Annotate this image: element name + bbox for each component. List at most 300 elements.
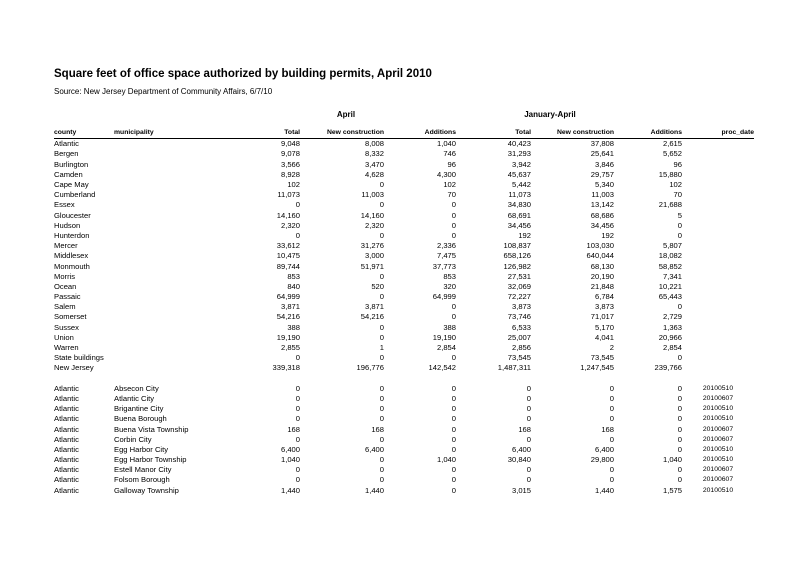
ytd-total-cell: 108,837 [503,241,531,251]
municipality-cell: Brigantine City [114,404,164,414]
april-additions-cell: 96 [447,159,456,169]
col-april-total: Total [224,128,300,139]
ytd-total-cell: 6,533 [511,322,531,332]
april-new-construction-cell: 0 [379,383,384,393]
april-new-construction-cell: 0 [379,465,384,475]
col-county: county [54,128,114,139]
april-total-cell: 0 [295,414,300,424]
proc-date-cell [682,139,754,150]
municipality-cell: Folsom Borough [114,475,170,485]
april-total-cell: 11,073 [277,190,300,200]
county-cell: Atlantic [54,455,79,465]
proc-date-cell: 20100607 [702,425,734,433]
municipality-cell [114,231,224,241]
april-additions-cell: 0 [451,414,456,424]
county-cell: Atlantic [54,383,79,393]
ytd-total-cell: 40,423 [507,139,531,149]
ytd-new-construction-cell: 1,247,545 [580,363,614,373]
ytd-total-cell: 3,873 [511,302,531,312]
april-total-cell: 19,190 [276,332,300,342]
ytd-new-construction-cell: 13,142 [590,200,614,210]
april-new-construction-cell: 11,003 [361,190,384,200]
municipality-cell [114,292,224,302]
group-header-january-april: January-April [524,110,576,119]
ytd-additions-cell: 0 [677,393,682,403]
county-row [54,210,754,220]
ytd-total-cell: 31,293 [507,149,531,159]
ytd-new-construction-cell: 640,044 [586,251,614,261]
april-total-cell: 3,566 [280,159,300,169]
municipality-cell: Buena Vista Township [114,424,189,434]
ytd-new-construction-cell: 68,686 [590,210,614,220]
april-total-cell: 168 [287,424,300,434]
ytd-additions-cell: 20,966 [658,332,682,342]
ytd-additions-cell: 0 [677,465,682,475]
april-new-construction-cell: 0 [379,292,384,302]
april-additions-cell: 388 [443,322,456,332]
municipality-cell [114,210,224,220]
ytd-total-cell: 3,015 [511,485,531,495]
april-total-cell: 2,855 [280,343,300,353]
april-additions-cell: 320 [443,281,456,291]
ytd-total-cell: 11,073 [508,190,531,200]
county-row [54,149,754,159]
municipality-cell: Galloway Township [114,485,179,495]
april-total-cell: 3,871 [280,302,300,312]
april-new-construction-cell: 6,400 [364,444,384,454]
county-row [54,251,754,261]
municipality-cell [114,312,224,322]
ytd-new-construction-cell: 3,873 [594,302,614,312]
county-cell: Burlington [54,159,89,169]
ytd-additions-cell: 58,852 [658,261,682,271]
april-new-construction-cell: 54,216 [360,312,384,322]
municipality-cell [114,149,224,159]
proc-date-cell: 20100510 [702,456,734,464]
ytd-new-construction-cell: 3,846 [594,159,614,169]
municipality-row [54,434,754,444]
ytd-additions-cell: 0 [677,475,682,485]
ytd-additions-cell: 18,082 [658,251,682,261]
ytd-new-construction-cell: 192 [601,230,614,240]
municipality-row [54,465,754,475]
april-total-cell: 0 [295,475,300,485]
april-total-cell: 0 [295,353,300,363]
ytd-additions-cell: 2,615 [662,139,682,149]
april-total-cell: 6,400 [280,444,300,454]
april-new-construction-cell: 14,160 [360,210,384,220]
county-cell: Atlantic [54,393,79,403]
ytd-total-cell: 5,442 [511,180,531,190]
proc-date-cell: 20100607 [702,466,734,474]
april-total-cell: 9,048 [280,139,300,149]
april-new-construction-cell: 0 [379,230,384,240]
april-new-construction-cell: 1 [379,343,384,353]
county-cell: Ocean [54,281,77,291]
ytd-new-construction-cell: 29,800 [590,455,614,465]
april-total-cell: 853 [287,271,300,281]
ytd-total-cell: 73,545 [507,353,531,363]
county-cell: Hudson [54,220,81,230]
county-cell: Mercer [54,241,78,251]
col-april-new-construction: New construction [300,128,384,139]
ytd-additions-cell: 0 [677,383,682,393]
ytd-new-construction-cell: 68,130 [590,261,614,271]
ytd-total-cell: 0 [526,465,531,475]
ytd-total-cell: 0 [526,475,531,485]
ytd-new-construction-cell: 4,041 [594,332,614,342]
county-row [54,343,754,353]
municipality-row [54,445,754,455]
april-total-cell: 0 [295,383,300,393]
april-additions-cell: 70 [447,190,456,200]
april-additions-cell: 0 [451,353,456,363]
ytd-additions-cell: 70 [673,190,682,200]
proc-date-cell: 20100510 [702,415,734,423]
group-header-april: April [336,110,356,119]
ytd-total-cell: 32,069 [507,281,531,291]
ytd-total-cell: 0 [526,393,531,403]
county-row [54,231,754,241]
municipality-cell [114,241,224,251]
county-cell: Warren [54,343,79,353]
ytd-total-cell: 192 [518,230,531,240]
april-new-construction-cell: 8,332 [364,149,384,159]
county-cell: Atlantic [54,424,79,434]
proc-date-cell [682,363,754,373]
april-new-construction-cell: 0 [379,200,384,210]
ytd-new-construction-cell: 2 [609,343,614,353]
ytd-additions-cell: 0 [677,220,682,230]
ytd-new-construction-cell: 0 [609,465,614,475]
ytd-new-construction-cell: 103,030 [586,241,614,251]
municipality-cell: Egg Harbor City [114,444,169,454]
ytd-new-construction-cell: 0 [609,414,614,424]
proc-date-cell: 20100510 [702,384,734,392]
april-total-cell: 0 [295,465,300,475]
proc-date-cell: 20100607 [702,394,734,402]
april-total-cell: 10,475 [276,251,300,261]
april-total-cell: 9,078 [280,149,300,159]
proc-date-cell: 20100510 [702,405,734,413]
ytd-new-construction-cell: 5,170 [594,322,614,332]
municipality-cell [114,221,224,231]
ytd-additions-cell: 0 [677,404,682,414]
april-total-cell: 840 [287,281,300,291]
april-additions-cell: 19,190 [432,332,456,342]
ytd-additions-cell: 0 [677,230,682,240]
ytd-additions-cell: 15,880 [658,169,682,179]
proc-date-cell [682,353,754,363]
spacer-cell [54,373,754,383]
proc-date-cell [682,180,754,190]
april-new-construction-cell: 2,320 [364,220,384,230]
column-header-row [54,128,754,139]
april-additions-cell: 0 [451,383,456,393]
proc-date-cell [682,271,754,281]
april-total-cell: 1,440 [280,485,300,495]
april-new-construction-cell: 0 [379,353,384,363]
april-new-construction-cell: 3,470 [364,159,384,169]
april-additions-cell: 853 [443,271,456,281]
county-cell: Gloucester [54,210,91,220]
county-cell: Atlantic [54,475,79,485]
april-additions-cell: 0 [451,220,456,230]
ytd-new-construction-cell: 0 [609,393,614,403]
municipality-cell [114,353,224,363]
municipality-row [54,485,754,495]
municipality-row [54,424,754,434]
april-new-construction-cell: 0 [379,404,384,414]
april-total-cell: 89,744 [276,261,300,271]
april-new-construction-cell: 0 [379,322,384,332]
ytd-total-cell: 27,531 [507,271,531,281]
municipality-cell [114,302,224,312]
april-new-construction-cell: 196,776 [356,363,384,373]
county-row [54,221,754,231]
ytd-new-construction-cell: 73,545 [590,353,614,363]
ytd-total-cell: 34,830 [507,200,531,210]
april-total-cell: 64,999 [276,292,300,302]
source-note: Source: New Jersey Department of Community Affairs, 6/7/10 [54,87,273,96]
april-additions-cell: 0 [451,404,456,414]
april-new-construction-cell: 0 [379,434,384,444]
section-spacer [54,373,754,383]
municipality-row [54,455,754,465]
county-row [54,322,754,332]
ytd-additions-cell: 10,221 [658,281,682,291]
ytd-total-cell: 45,637 [507,169,531,179]
municipality-cell: Atlantic City [114,393,155,403]
ytd-additions-cell: 5,807 [662,241,682,251]
april-total-cell: 0 [295,434,300,444]
april-additions-cell: 0 [451,393,456,403]
proc-date-cell: 20100510 [702,486,734,494]
municipality-cell [114,200,224,210]
county-cell: Atlantic [54,434,79,444]
april-new-construction-cell: 0 [379,475,384,485]
proc-date-cell [682,302,754,312]
ytd-total-cell: 30,840 [507,455,531,465]
april-additions-cell: 0 [451,444,456,454]
ytd-new-construction-cell: 71,017 [590,312,614,322]
ytd-total-cell: 658,126 [503,251,531,261]
april-additions-cell: 7,475 [436,251,456,261]
ytd-total-cell: 25,007 [507,332,531,342]
ytd-additions-cell: 65,443 [658,292,682,302]
proc-date-cell [682,159,754,169]
municipality-row [54,384,754,394]
ytd-total-cell: 0 [526,404,531,414]
proc-date-cell: 20100607 [702,476,734,484]
municipality-cell: Buena Borough [114,414,167,424]
county-row [54,282,754,292]
april-new-construction-cell: 3,871 [364,302,384,312]
april-additions-cell: 2,854 [436,343,456,353]
ytd-total-cell: 68,691 [507,210,531,220]
april-total-cell: 339,318 [272,363,300,373]
april-new-construction-cell: 0 [379,414,384,424]
county-row [54,190,754,200]
ytd-new-construction-cell: 5,340 [594,180,614,190]
proc-date-cell [682,200,754,210]
ytd-additions-cell: 7,341 [662,271,682,281]
april-additions-cell: 0 [451,210,456,220]
county-row [54,241,754,251]
county-cell: Essex [54,200,75,210]
ytd-new-construction-cell: 11,003 [591,190,614,200]
ytd-additions-cell: 1,363 [662,322,682,332]
proc-date-cell [682,343,754,353]
ytd-new-construction-cell: 0 [609,383,614,393]
ytd-additions-cell: 0 [677,424,682,434]
ytd-additions-cell: 0 [677,444,682,454]
proc-date-cell [682,292,754,302]
ytd-additions-cell: 239,766 [654,363,682,373]
ytd-total-cell: 2,856 [511,343,531,353]
ytd-total-cell: 3,942 [511,159,531,169]
proc-date-cell [682,261,754,271]
municipality-cell [114,333,224,343]
ytd-additions-cell: 96 [673,159,682,169]
ytd-additions-cell: 1,040 [662,455,682,465]
proc-date-cell [682,241,754,251]
ytd-total-cell: 1,487,311 [497,363,531,373]
proc-date-cell [682,149,754,159]
april-new-construction-cell: 0 [379,393,384,403]
april-additions-cell: 0 [451,230,456,240]
april-total-cell: 2,320 [280,220,300,230]
april-total-cell: 0 [295,230,300,240]
april-additions-cell: 0 [451,302,456,312]
proc-date-cell [682,333,754,343]
april-total-cell: 33,612 [276,241,300,251]
april-additions-cell: 37,773 [432,261,456,271]
ytd-total-cell: 6,400 [511,444,531,454]
municipality-cell: Egg Harbor Township [114,455,187,465]
county-row [54,261,754,271]
county-cell: Monmouth [54,261,90,271]
april-additions-cell: 0 [451,465,456,475]
proc-date-cell [682,221,754,231]
county-row [54,180,754,190]
col-municipality: municipality [114,128,224,139]
county-cell: Camden [54,169,83,179]
col-proc-date: proc_date [682,128,754,139]
proc-date-cell [682,312,754,322]
april-additions-cell: 4,300 [436,169,456,179]
county-cell: Union [54,332,74,342]
proc-date-cell [682,210,754,220]
proc-date-cell: 20100607 [702,435,734,443]
april-additions-cell: 64,999 [432,292,456,302]
april-new-construction-cell: 51,971 [360,261,384,271]
april-total-cell: 0 [295,404,300,414]
april-total-cell: 0 [295,393,300,403]
ytd-total-cell: 168 [518,424,531,434]
col-ytd-new-construction: New construction [531,128,614,139]
municipality-row [54,394,754,404]
municipality-cell: Estell Manor City [114,465,172,475]
county-cell: Atlantic [54,485,79,495]
ytd-additions-cell: 0 [677,414,682,424]
april-new-construction-cell: 3,000 [364,251,384,261]
april-total-cell: 0 [295,200,300,210]
municipality-cell [114,251,224,261]
april-total-cell: 102 [287,180,300,190]
april-new-construction-cell: 31,276 [360,241,384,251]
proc-date-cell [682,251,754,261]
municipality-cell [114,261,224,271]
april-new-construction-cell: 0 [379,271,384,281]
county-row [54,353,754,363]
county-row [54,333,754,343]
ytd-additions-cell: 5,652 [662,149,682,159]
april-total-cell: 388 [287,322,300,332]
april-new-construction-cell: 0 [379,332,384,342]
april-new-construction-cell: 0 [379,180,384,190]
ytd-total-cell: 73,746 [507,312,531,322]
county-row [54,363,754,373]
county-cell: Atlantic [54,139,79,149]
municipality-cell: Absecon City [114,383,159,393]
ytd-new-construction-cell: 20,190 [590,271,614,281]
county-row [54,292,754,302]
april-additions-cell: 2,336 [436,241,456,251]
ytd-additions-cell: 0 [677,302,682,312]
county-cell: Atlantic [54,444,79,454]
county-row [54,139,754,150]
proc-date-cell: 20100510 [702,445,734,453]
municipality-row [54,404,754,414]
april-additions-cell: 142,542 [428,363,456,373]
municipality-cell [114,343,224,353]
april-new-construction-cell: 1,440 [364,485,384,495]
ytd-additions-cell: 1,575 [662,485,682,495]
county-row [54,312,754,322]
april-total-cell: 14,160 [276,210,300,220]
april-additions-cell: 0 [451,434,456,444]
ytd-new-construction-cell: 0 [609,404,614,414]
april-new-construction-cell: 168 [371,424,384,434]
proc-date-cell [682,322,754,332]
county-row [54,302,754,312]
proc-date-cell [682,170,754,180]
april-new-construction-cell: 520 [371,281,384,291]
ytd-new-construction-cell: 6,784 [594,292,614,302]
municipality-cell: Corbin City [114,434,152,444]
ytd-total-cell: 0 [526,434,531,444]
county-cell: State buildings [54,353,104,363]
april-additions-cell: 102 [443,180,456,190]
report-title: Square feet of office space authorized by building permits, April 2010 [54,68,432,80]
permits-table [54,128,754,496]
ytd-new-construction-cell: 168 [601,424,614,434]
ytd-total-cell: 0 [526,414,531,424]
county-cell: Atlantic [54,414,79,424]
ytd-additions-cell: 0 [677,434,682,444]
col-april-additions: Additions [384,128,456,139]
april-total-cell: 54,216 [276,312,300,322]
county-row [54,170,754,180]
ytd-additions-cell: 5 [677,210,682,220]
col-ytd-total: Total [456,128,531,139]
april-additions-cell: 746 [443,149,456,159]
county-cell: Bergen [54,149,79,159]
county-cell: Hunterdon [54,230,90,240]
april-total-cell: 1,040 [280,455,300,465]
municipality-cell [114,271,224,281]
